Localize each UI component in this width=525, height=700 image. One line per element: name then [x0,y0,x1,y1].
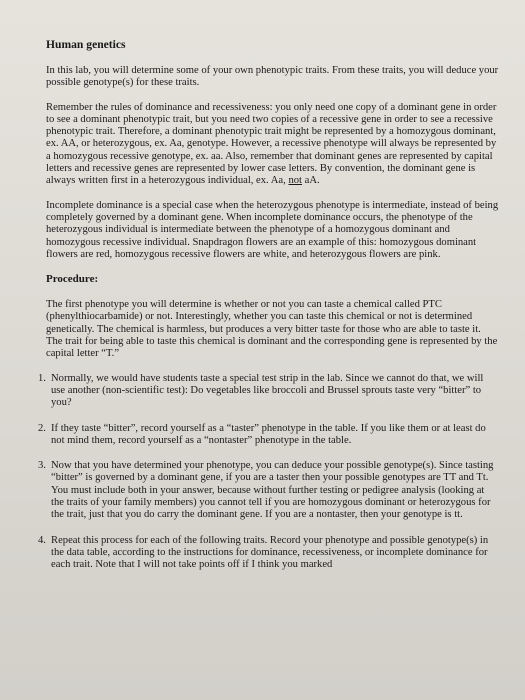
procedure-intro-paragraph: The first phenotype you will determine is whether or not you can taste a chemical called PTC (phenylthiocarbamide) or not. Interestingly, whether you can taste this chemical or not is determined genetically. The chemical is harmless, but produces a very bitter taste for those who are able to taste it. The trait for being able to taste this chemical is dominant and the corresponding gene is represented by the capital letter “T.” [46,299,498,360]
incomplete-dominance-paragraph: Incomplete dominance is a special case when the heterozygous phenotype is intermediate, instead of being completely governed by a dominant gene. When incomplete dominance occurs, the phenotype of the heterozygous individual is intermediate between the phenotype of a homozygous dominant and homozygous recessive individual. Snapdragon flowers are an example of this: homozygous dominant flowers are red, homozygous recessive flowers are white, and heterozygous flowers are pink. [46,199,499,260]
procedure-step [38,372,499,410]
dominance-text: Remember the rules of dominance and recessiveness: you only need one copy of a dominant gene in order to see a dominant phenotypic trait, but you need two copies of a recessive gene in order to see a recessive phenotypic trait. Therefore, a dominant phenotypic trait might be represented by a homozygous dominant, ex. AA, or heterozygous, ex. Aa, genotype. However, a recessive phenotype will always be represented by a homozygous recessive genotype, ex. aa. Also, remember that dominant genes are represented by capital letters and recessive genes are represented by lower case letters. By convention, the dominant gene is always written first in a heterozygous individual, ex. Aa, [46,101,497,187]
step-text: If they taste “bitter”, record yourself as a “taster” phenotype in the table. If you like them or at least do not mind them, record yourself as a “nontaster” phenotype in the table. [51,422,486,446]
procedure-steps [38,372,499,572]
step-text: Now that you have determined your phenotype, you can deduce your possible genotype(s). Since tasting “bitter” is governed by a dominant gene, if you are a taster then your possible genotypes are TT and Tt. You must include both in your answer, because without further testing or pedigree analysis (looking at the traits of your family members) you cannot tell if you are homozygous dominant or heterozygous for the trait, just that you do carry the dominant gene. If you are a nontaster, then your genotype is tt. [51,460,494,521]
step-number: 2. [38,422,46,434]
procedure-step [38,534,499,572]
procedure-heading: Procedure: [46,273,99,286]
document-title: Human genetics [46,38,126,51]
step-number: 3. [38,460,46,472]
step-text: Normally, we would have students taste a special test strip in the lab. Since we cannot do that, we will use another (non-scientific test): Do vegetables like broccoli and Brussel sprouts taste very “bitter” to you? [51,372,484,409]
step-text: Repeat this process for each of the following traits. Record your phenotype and possible genotype(s) in the data table, according to the instructions for dominance, recessiveness, or incomplete dominance for each trait. Note that I will not take points off if I think you marked [51,534,489,571]
step-number: 4. [38,534,46,546]
dominance-paragraph [46,102,499,188]
dominance-example: aA. [304,175,320,187]
procedure-step [38,422,499,448]
intro-paragraph: In this lab, you will determine some of your own phenotypic traits. From these traits, you will deduce your possible genotype(s) for these traits. [46,65,499,89]
step-number: 1. [38,372,46,384]
underlined-not: not [288,175,302,187]
procedure-step [38,460,499,521]
